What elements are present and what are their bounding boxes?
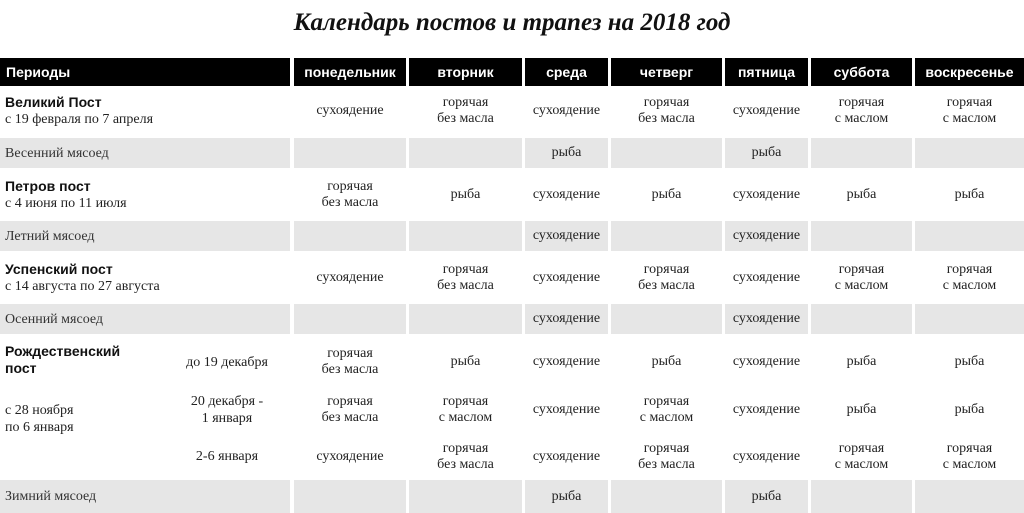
meal-cell: рыба bbox=[450, 354, 481, 369]
meal-cell: горячая с маслом bbox=[639, 394, 694, 425]
meal-cell bbox=[409, 221, 522, 251]
meal-cell bbox=[611, 138, 722, 168]
meal-cell: рыба bbox=[525, 480, 608, 513]
header-day: вторник bbox=[409, 58, 522, 86]
meal-cell: горячая без масла bbox=[638, 262, 695, 293]
meal-cell bbox=[294, 138, 406, 168]
meal-cell: рыба bbox=[846, 402, 877, 417]
header-day: пятница bbox=[725, 58, 808, 86]
meal-cell: горячая без масла bbox=[437, 262, 494, 293]
meal-cell bbox=[294, 304, 406, 334]
meal-cell bbox=[611, 480, 722, 513]
period-cell bbox=[0, 480, 290, 513]
meal-cell: рыба bbox=[846, 354, 877, 369]
period-name: Рождественский пост bbox=[5, 343, 121, 376]
meal-cell bbox=[409, 304, 522, 334]
meal-cell bbox=[915, 304, 1024, 334]
meal-cell: горячая без масла bbox=[437, 440, 494, 472]
page-title: Календарь постов и трапез на 2018 год bbox=[293, 9, 731, 36]
meal-cell: рыба bbox=[725, 138, 808, 168]
period-dates: с 4 июня по 11 июля bbox=[5, 196, 127, 211]
meal-cell: рыба bbox=[954, 402, 985, 417]
meal-cell: горячая с маслом bbox=[438, 394, 493, 425]
subperiod-label: 2-6 января bbox=[195, 449, 259, 464]
meal-cell: сухоядение bbox=[725, 304, 808, 334]
meal-cell: сухоядение bbox=[732, 270, 801, 285]
meal-cell: горячая без масла bbox=[321, 179, 379, 210]
meal-cell: горячая с маслом bbox=[942, 95, 997, 126]
period-name: Осенний мясоед bbox=[5, 311, 104, 327]
meal-cell: горячая без масла bbox=[321, 394, 379, 425]
header-day: среда bbox=[525, 58, 608, 86]
meal-cell: рыба bbox=[725, 480, 808, 513]
period-dates: с 28 ноября по 6 января bbox=[5, 403, 74, 435]
period-name: Петров пост bbox=[5, 178, 91, 194]
subperiod-label: до 19 декабря bbox=[186, 354, 268, 370]
meal-cell: горячая с маслом bbox=[834, 95, 889, 126]
meal-cell: сухоядение bbox=[532, 103, 601, 118]
meal-cell: горячая без масла bbox=[321, 346, 379, 377]
period-cell bbox=[0, 254, 290, 302]
period-name: Зимний мясоед bbox=[5, 489, 97, 504]
meal-cell: сухоядение bbox=[732, 354, 801, 369]
period-name: Успенский пост bbox=[5, 261, 113, 277]
meal-cell: рыба bbox=[450, 187, 481, 202]
meal-cell: сухоядение bbox=[525, 221, 608, 251]
meal-cell bbox=[915, 138, 1024, 168]
meal-cell: рыба bbox=[651, 187, 682, 202]
meal-cell bbox=[294, 221, 406, 251]
meal-cell: сухоядение bbox=[725, 221, 808, 251]
meal-cell: горячая с маслом bbox=[942, 440, 997, 472]
meal-cell: горячая с маслом bbox=[834, 440, 889, 472]
period-cell bbox=[0, 171, 290, 219]
meal-cell: горячая без масла bbox=[437, 95, 494, 126]
meal-cell: горячая без масла bbox=[638, 440, 695, 472]
meal-cell: рыба bbox=[954, 187, 985, 202]
meal-cell: рыба bbox=[954, 354, 985, 369]
meal-cell: сухоядение bbox=[316, 103, 384, 118]
period-cell bbox=[0, 221, 290, 251]
period-cell bbox=[0, 138, 290, 168]
header-day: суббота bbox=[811, 58, 912, 86]
meal-cell bbox=[811, 138, 912, 168]
meal-cell: сухоядение bbox=[732, 448, 801, 464]
period-name: Летний мясоед bbox=[5, 228, 95, 244]
period-dates: с 14 августа по 27 августа bbox=[5, 279, 160, 294]
header-day: четверг bbox=[611, 58, 722, 86]
meal-cell: горячая с маслом bbox=[834, 262, 889, 293]
meal-cell: рыба bbox=[651, 354, 682, 369]
meal-cell: сухоядение bbox=[532, 402, 601, 417]
meal-cell bbox=[409, 138, 522, 168]
meal-cell bbox=[294, 480, 406, 513]
subperiod-label: 20 декабря - 1 января bbox=[190, 394, 264, 426]
meal-cell: сухоядение bbox=[532, 187, 601, 202]
meal-cell: сухоядение bbox=[732, 187, 801, 202]
meal-cell bbox=[811, 304, 912, 334]
meal-cell bbox=[811, 480, 912, 513]
meal-cell bbox=[915, 480, 1024, 513]
period-name: Весенний мясоед bbox=[5, 145, 109, 161]
period-name: Великий Пост bbox=[5, 94, 102, 110]
header-day: понедельник bbox=[294, 58, 406, 86]
meal-cell bbox=[811, 221, 912, 251]
period-cell bbox=[0, 304, 290, 334]
header-day: воскресенье bbox=[915, 58, 1024, 86]
meal-cell: сухоядение bbox=[732, 103, 801, 118]
meal-cell: рыба bbox=[846, 187, 877, 202]
meal-cell: сухоядение bbox=[316, 448, 384, 464]
meal-cell: сухоядение bbox=[732, 402, 801, 417]
meal-cell bbox=[611, 304, 722, 334]
meal-cell bbox=[409, 480, 522, 513]
meal-cell: сухоядение bbox=[316, 270, 384, 285]
period-cell bbox=[0, 88, 290, 134]
header-periods: Периоды bbox=[0, 58, 290, 86]
meal-cell: сухоядение bbox=[525, 304, 608, 334]
meal-cell: горячая без масла bbox=[638, 95, 695, 126]
meal-cell: сухоядение bbox=[532, 448, 601, 464]
meal-cell: рыба bbox=[525, 138, 608, 168]
meal-cell: сухоядение bbox=[532, 270, 601, 285]
period-dates: с 19 февраля по 7 апреля bbox=[5, 112, 154, 127]
meal-cell bbox=[915, 221, 1024, 251]
meal-cell: горячая с маслом bbox=[942, 262, 997, 293]
meal-cell: сухоядение bbox=[532, 354, 601, 369]
meal-cell bbox=[611, 221, 722, 251]
